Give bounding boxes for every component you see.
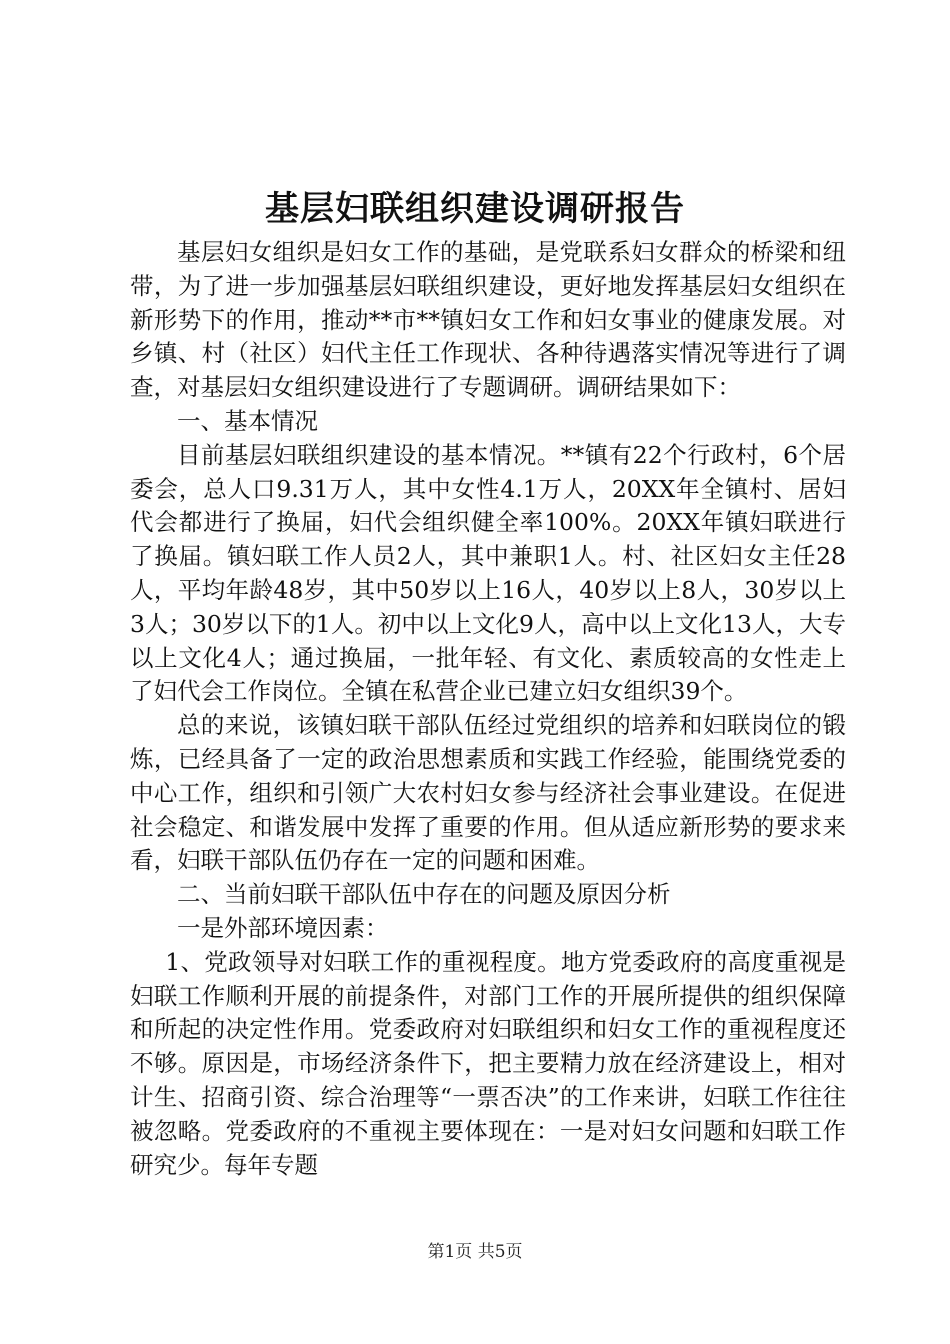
page-footer: 第1页 共5页 xyxy=(427,1242,523,1262)
basic-situation-paragraph: 目前基层妇联组织建设的基本情况。**镇有22个行政村，6个居委会，总人口9.31万人，其中女性4.1万人，20XX年全镇村、居妇代会都进行了换届，妇代会组织健全率100%。20XX年镇妇联进行了换届。镇妇联工作人员2人，其中兼职1人。村、社区妇女主任28人，平均年龄48岁，其中50岁以上16人，40岁以上8人，30岁以上3人；30岁以下的1人。初中以上文化9人，高中以上文化13人，大专以上文化4人；通过换届，一批年轻、有文化、素质较高的女性走上了妇代会工作岗位。全镇在私营企业已建立妇女组织39个。 xyxy=(130,440,846,706)
subheading-external-factors: 一是外部环境因素： xyxy=(177,913,389,942)
section-heading-problems: 二、当前妇联干部队伍中存在的问题及原因分析 xyxy=(177,880,671,909)
point-1-paragraph: 1、党政领导对妇联工作的重视程度。地方党委政府的高度重视是妇联工作顺利开展的前提条件，对部门工作的开展所提供的组织保障和所起的决定性作用。党委政府对妇联组织和妇女工作的重视程度还不够。原因是，市场经济条件下，把主要精力放在经济建设上，相对计生、招商引资、综合治理等“一票否决”的工作来讲，妇联工作往往被忽略。党委政府的不重视主要体现在：一是对妇女问题和妇联工作研究少。每年专题 xyxy=(130,947,846,1179)
document-title: 基层妇联组织建设调研报告 xyxy=(265,189,685,229)
section-heading-basic-situation: 一、基本情况 xyxy=(177,406,318,435)
document-body xyxy=(130,236,846,1182)
summary-paragraph: 总的来说，该镇妇联干部队伍经过党组织的培养和妇联岗位的锻炼，已经具备了一定的政治思想素质和实践工作经验，能围绕党委的中心工作，组织和引领广大农村妇女参与经济社会事业建设。在促进社会稳定、和谐发展中发挥了重要的作用。但从适应新形势的要求来看，妇联干部队伍仍存在一定的问题和困难。 xyxy=(130,711,846,875)
intro-paragraph: 基层妇女组织是妇女工作的基础，是党联系妇女群众的桥梁和纽带，为了进一步加强基层妇联组织建设，更好地发挥基层妇女组织在新形势下的作用，推动**市**镇妇女工作和妇女事业的健康发展。对乡镇、村（社区）妇代主任工作现状、各种待遇落实情况等进行了调查，对基层妇女组织建设进行了专题调研。调研结果如下： xyxy=(130,238,846,402)
